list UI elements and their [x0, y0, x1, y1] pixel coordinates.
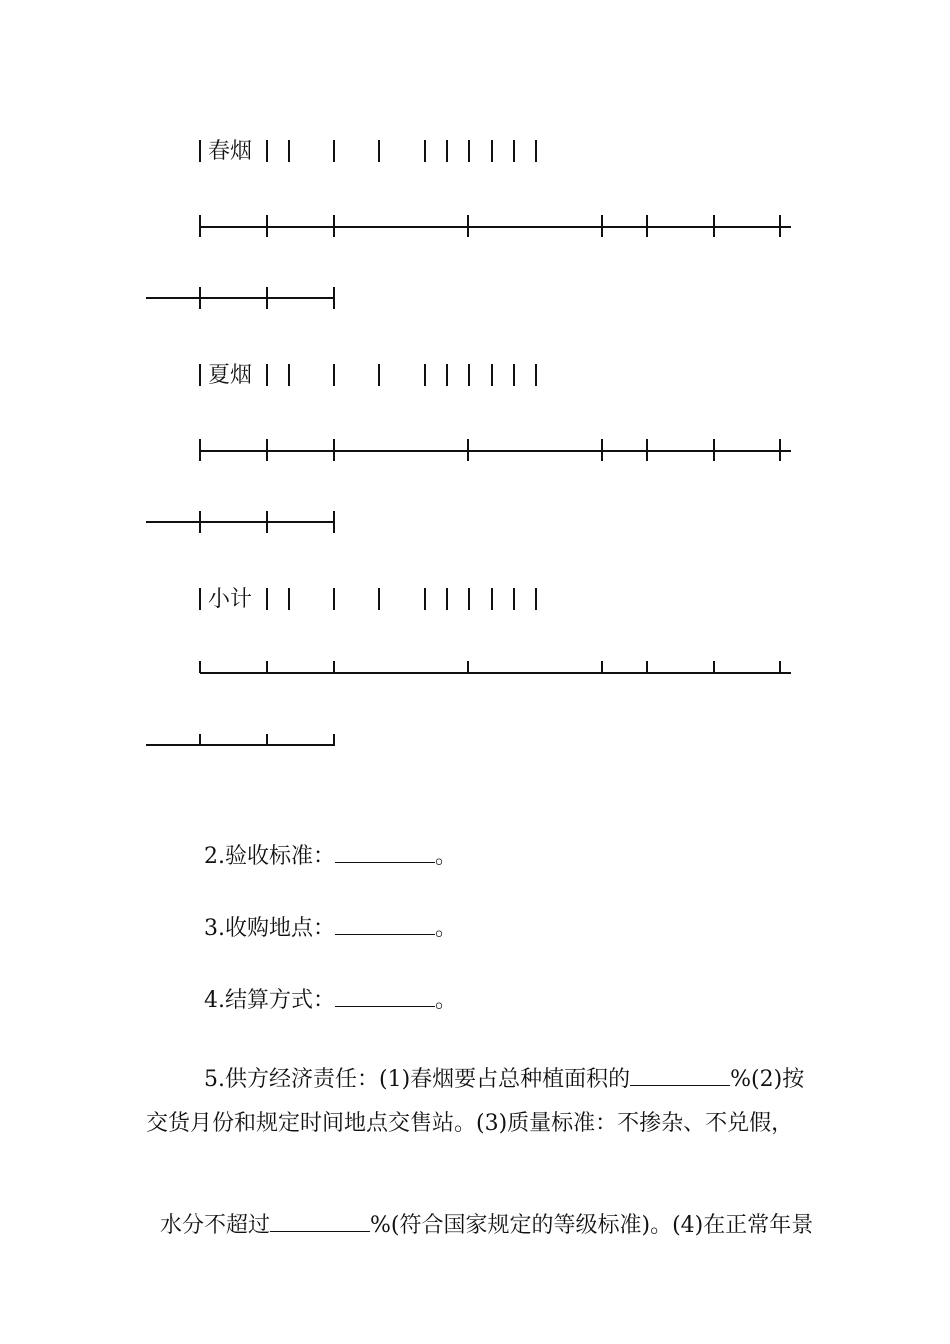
cell-border — [446, 140, 448, 162]
item5-line3: 水分不超过 %(符合国家规定的等级标准)。(4)在正常年景 — [160, 1213, 814, 1238]
cell-border — [513, 588, 515, 610]
item-settlement-method: 4.结算方式： 。 — [204, 988, 458, 1013]
item-acceptance-standard: 2.验收标准： 。 — [204, 844, 458, 869]
row-label: 夏烟 — [208, 363, 253, 388]
fill-blank[interactable] — [630, 1065, 730, 1086]
row-label: 春烟 — [208, 139, 253, 164]
cell-border — [424, 140, 426, 162]
cell-border — [468, 364, 470, 386]
fill-blank[interactable] — [335, 842, 435, 863]
fill-blank[interactable] — [335, 986, 435, 1007]
item5-line2: 交货月份和规定时间地点交售站。(3)质量标准：不掺杂、不兑假， — [146, 1111, 794, 1136]
cell-border — [288, 140, 290, 162]
cell-border — [468, 588, 470, 610]
row-label: 小计 — [208, 587, 253, 612]
cell-border — [378, 364, 380, 386]
cell-border — [199, 588, 201, 610]
cell-border — [266, 364, 268, 386]
cell-border — [199, 364, 201, 386]
cell-border — [266, 140, 268, 162]
cell-border — [424, 588, 426, 610]
cell-border — [446, 588, 448, 610]
cell-border — [199, 140, 201, 162]
cell-border — [266, 588, 268, 610]
cell-border — [288, 588, 290, 610]
cell-border — [535, 140, 537, 162]
cell-border — [535, 364, 537, 386]
cell-border — [491, 140, 493, 162]
cell-border — [378, 588, 380, 610]
cell-border — [491, 588, 493, 610]
item5-line1: 5.供方经济责任：(1)春烟要占总种植面积的 %(2)按 — [204, 1067, 805, 1092]
cell-border — [333, 588, 335, 610]
cell-border — [513, 140, 515, 162]
cell-border — [333, 140, 335, 162]
cell-border — [288, 364, 290, 386]
cell-border — [513, 364, 515, 386]
cell-border — [333, 364, 335, 386]
cell-border — [446, 364, 448, 386]
cell-border — [378, 140, 380, 162]
fill-blank[interactable] — [335, 914, 435, 935]
cell-border — [468, 140, 470, 162]
cell-border — [535, 588, 537, 610]
fill-blank[interactable] — [270, 1211, 370, 1232]
item-purchase-location: 3.收购地点： 。 — [204, 916, 458, 941]
cell-border — [424, 364, 426, 386]
cell-border — [491, 364, 493, 386]
